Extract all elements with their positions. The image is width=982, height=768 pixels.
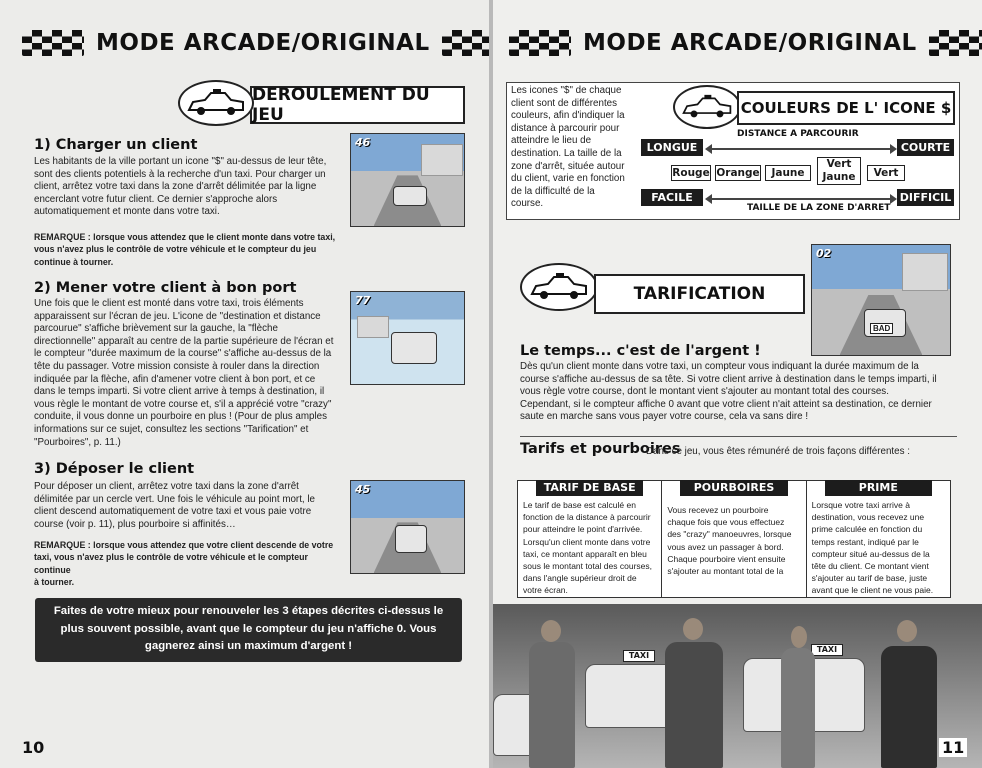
text-line: parcourue" s'affiche brièvement sur la gauche, la "flèche: [34, 323, 278, 335]
text-line: temps restant, indiqué par le: [811, 536, 919, 547]
text-line: pour atteindre le point d'arrivée.: [523, 524, 643, 535]
taxi-car-shape: [393, 186, 427, 206]
text-line: zone d'arrêt, située autour: [511, 160, 625, 172]
text-line: sont des clients potentiels à la recherche d'un taxi. Pour charger un: [34, 168, 326, 180]
step3-heading: 3) Déposer le client: [34, 461, 195, 477]
text-line: le compteur "durée maximum de la course" s'affiche au-dessus de la: [34, 348, 332, 360]
checkered-flag-icon: [22, 30, 84, 56]
time-text: [520, 361, 960, 424]
distance-arrow: [711, 148, 891, 150]
time-heading: Le temps... c'est de l'argent !: [520, 343, 761, 359]
color-rouge: Rouge: [672, 167, 710, 179]
right-page: [493, 0, 982, 768]
tarification-title-box: [594, 274, 805, 314]
color-word: Jaune: [822, 171, 856, 183]
tarif-body: [662, 496, 805, 580]
text-line: conduite, il vous donne un pourboire en plus ! (Pour de plus amples: [34, 411, 328, 423]
text-line: s'ajouter au montant total de la: [667, 566, 784, 577]
gameplay-screenshot: [350, 480, 465, 574]
tarif-base-column: [517, 480, 662, 598]
text-line: sous le montant total des courses,: [523, 561, 652, 572]
checkered-flag-icon: [509, 30, 571, 56]
note-line: taxi, vous n'avez plus le contrôle de votre véhicule et le compteur continue: [34, 552, 308, 575]
icon-color-box: [506, 82, 960, 220]
pourboires-column: [661, 480, 806, 598]
taxi-car-shape: [395, 525, 427, 553]
character-head: [683, 618, 703, 640]
text-line: prime calculée en fonction du: [811, 524, 923, 535]
taxi-roof-sign: TAXI: [811, 644, 843, 656]
text-line: dans l'angle supérieur droit de: [523, 573, 637, 584]
text-line: client sont de différentes: [511, 97, 618, 109]
prime-column: [806, 480, 951, 598]
distance-label: DISTANCE A PARCOURIR: [737, 129, 859, 139]
text-line: Dès qu'un client monte dans votre taxi, un compteur vous indiquant la durée maximum de la: [520, 361, 919, 372]
text-line: vous avez un passager à bord.: [667, 541, 784, 552]
note-line: vous n'avez plus le contrôle de votre véhicule et le compteur du jeu: [34, 244, 317, 255]
tip-callout: [35, 598, 462, 662]
tarif-columns: [517, 480, 950, 598]
text-line: apparaissent sur l'écran de jeu. L'icone de "destination et distance: [34, 310, 321, 322]
text-line: destination. La taille de la: [511, 147, 622, 159]
step3-note: [34, 539, 346, 589]
color-word: Vert: [826, 158, 852, 170]
note-line: REMARQUE : lorsque vous attendez que le client monte dans votre taxi,: [34, 232, 336, 242]
text-line: encerclant votre futur client. Ce dernier s'approche alors: [34, 193, 278, 205]
text-line: Les habitants de la ville portant un icone "$" au-dessus de leur tête,: [34, 156, 327, 167]
taxi-car-shape: [391, 332, 437, 364]
screen-counter: 46: [355, 136, 371, 149]
screen-counter: 45: [355, 483, 371, 496]
text-line: délimitée par un cercle vert. Une fois le véhicule au point mort, le: [34, 493, 315, 505]
page-header: [509, 28, 982, 58]
color-vert-jaune: [817, 157, 861, 185]
text-line: destination, vous recevez une: [811, 512, 925, 523]
longue-label: LONGUE: [641, 139, 703, 156]
icon-color-text: [511, 85, 633, 211]
tarif-body: [518, 496, 661, 600]
taxi-roof-sign: TAXI: [623, 650, 655, 662]
courte-label: COURTE: [897, 139, 954, 156]
checkered-flag-icon: [442, 30, 489, 56]
taxi-cab-icon: [520, 263, 598, 311]
text-line: "Pourboires", p. 11.): [34, 436, 121, 448]
text-line: compteur situé au-dessus de la: [811, 548, 930, 559]
building-shape: [421, 144, 463, 176]
gameplay-screenshot: [811, 244, 951, 356]
text-line: tête du passager. Votre mission consiste à rouler dans la direction: [34, 360, 320, 372]
step1-note: [34, 231, 344, 268]
text-line: avant que le client ne vous paie.: [811, 585, 934, 596]
zone-label: TAILLE DE LA ZONE D'ARRET: [747, 203, 891, 213]
checkered-flag-icon: [929, 30, 982, 56]
callout-line: plus souvent possible, avant que le compteur du jeu n'affiche 0. Vous: [60, 622, 437, 635]
text-line: Le tarif de base est calculé en: [523, 500, 636, 510]
step2-heading: 2) Mener votre client à bon port: [34, 280, 297, 296]
page-number: 11: [939, 738, 967, 757]
taxi-cab-icon: [673, 85, 741, 129]
facile-label: FACILE: [641, 189, 703, 206]
taxi-cab-shape: [585, 664, 675, 728]
page-number: 10: [22, 738, 45, 757]
text-line: course s'affiche au-dessus de sa tête. Si votre client arrive à destination dans le temps imparti, il: [520, 373, 937, 385]
step1-heading: 1) Charger un client: [34, 137, 198, 153]
building-shape: [902, 253, 948, 291]
character-figure: [881, 646, 937, 768]
text-line: Cependant, si le compteur affiche 0 avant que votre client n'ait atteint sa destination, ce dernier: [520, 398, 932, 410]
step3-text: [34, 481, 339, 531]
text-line: dans le temps imparti. Si votre client arrive à temps à destination, il: [34, 386, 325, 398]
building-shape: [357, 316, 389, 338]
text-line: s'ajouter au tarif de base, juste: [811, 573, 928, 584]
tips-intro: Dans ce jeu, vous êtes rémunéré de trois façons différentes :: [646, 446, 910, 457]
text-line: distance à parcourir pour: [511, 122, 620, 134]
icon-box-title: [737, 91, 955, 125]
text-line: indiquée par la flèche, afin d'amener votre client à bon port, et ce: [34, 373, 316, 385]
text-line: du client, varie en fonction: [511, 173, 625, 185]
character-head: [897, 620, 917, 642]
screen-sign: BAD: [870, 323, 893, 334]
difficulty-arrow: [711, 198, 891, 200]
text-line: fonction de la distance à parcourir: [523, 512, 651, 523]
text-line: client, arrêtez votre taxi dans la zone d'arrêt délimitée par la ligne: [34, 181, 317, 193]
note-line: à tourner.: [34, 577, 75, 588]
header-title: MODE ARCADE/ORIGINAL: [583, 30, 917, 56]
tarif-title: PRIME: [825, 480, 932, 496]
screen-counter: 02: [816, 247, 832, 260]
text-line: tête du client. Ce montant vient: [811, 561, 929, 572]
tarification-title: TARIFICATION: [633, 284, 766, 304]
characters-illustration: [493, 604, 982, 768]
character-head: [541, 620, 561, 642]
text-line: client descend automatiquement de votre taxi et vous paie votre: [34, 506, 312, 518]
character-figure: [529, 642, 575, 768]
text-line: Pour déposer un client, arrêtez votre taxi dans la zone d'arrêt: [34, 481, 299, 492]
page-header: [22, 28, 489, 58]
callout-line: gagnerez ainsi un maximum d'argent !: [144, 640, 353, 652]
left-page: [0, 0, 489, 768]
text-line: Lorsque votre taxi arrive à: [811, 500, 910, 510]
text-line: vous règle le montant de votre course et, s'il a apprécié votre "crazy": [34, 398, 332, 410]
text-line: course.: [511, 198, 544, 210]
step2-text: [34, 298, 344, 449]
text-line: Chaque pourboire vient ensuite: [667, 553, 786, 564]
icon-box-title-text: COULEURS DE L' ICONE $: [740, 99, 952, 117]
screen-counter: 77: [355, 294, 371, 307]
character-figure: [781, 648, 815, 768]
section-title-box: [250, 86, 465, 124]
text-line: course (voir p. 11), plus pourboire si affinités…: [34, 518, 236, 530]
text-line: chaque fois que vous effectuez: [667, 517, 785, 528]
tarif-body: [807, 496, 950, 600]
text-line: votre écran.: [523, 585, 568, 596]
difficil-label: DIFFICIL: [897, 189, 954, 206]
text-line: couleurs, afin d'indiquer la: [511, 110, 625, 122]
text-line: vous règle votre course, dont le montant vient s'ajouter au montant total des courses.: [520, 386, 889, 398]
tips-heading: Tarifs et pourboires: [520, 441, 681, 457]
gameplay-screenshot: [350, 291, 465, 385]
character-head: [791, 626, 807, 648]
text-line: des "crazy" manoeuvres, lorsque: [667, 529, 792, 540]
step1-text: [34, 156, 339, 219]
text-line: Les icones "$" de chaque: [511, 85, 622, 96]
header-title: MODE ARCADE/ORIGINAL: [96, 30, 430, 56]
text-line: taxi, ce montant apparaît en bleu: [523, 548, 647, 559]
callout-line: Faites de votre mieux pour renouveler les 3 étapes décrites ci-dessus le: [53, 605, 444, 617]
text-line: atteindre le lieu de: [511, 135, 592, 147]
note-line: REMARQUE : lorsque vous attendez que votre client descende de votre: [34, 540, 334, 550]
text-line: directionnelle" apparaît au centre de la partie supérieure de l'écran et: [34, 335, 334, 347]
tarif-title: POURBOIRES: [680, 480, 787, 496]
tarif-title: TARIF DE BASE: [536, 480, 643, 496]
note-line: continue à tourner.: [34, 256, 114, 267]
color-jaune: Jaune: [765, 165, 811, 181]
text-line: Une fois que le client est monté dans votre taxi, trois éléments: [34, 298, 304, 309]
text-line: Lorsqu'un client monte dans votre: [523, 536, 651, 547]
character-figure: [665, 642, 723, 768]
color-orange: Orange: [716, 167, 760, 179]
divider: [520, 436, 957, 437]
section-title: DEROULEMENT DU JEU: [252, 85, 430, 125]
gameplay-screenshot: [350, 133, 465, 227]
text-line: informations sur ce sujet, consultez les sections "Tarification" et: [34, 423, 309, 435]
text-line: saute en marche sans vous payer votre course, cela va sans dire !: [520, 411, 809, 423]
taxi-cab-icon: [178, 80, 254, 126]
text-line: automatiquement et monte dans votre taxi.: [34, 206, 220, 218]
text-line: de la difficulté de la: [511, 185, 595, 197]
color-vert: Vert: [867, 165, 905, 181]
text-line: Vous recevez un pourboire: [667, 505, 769, 515]
